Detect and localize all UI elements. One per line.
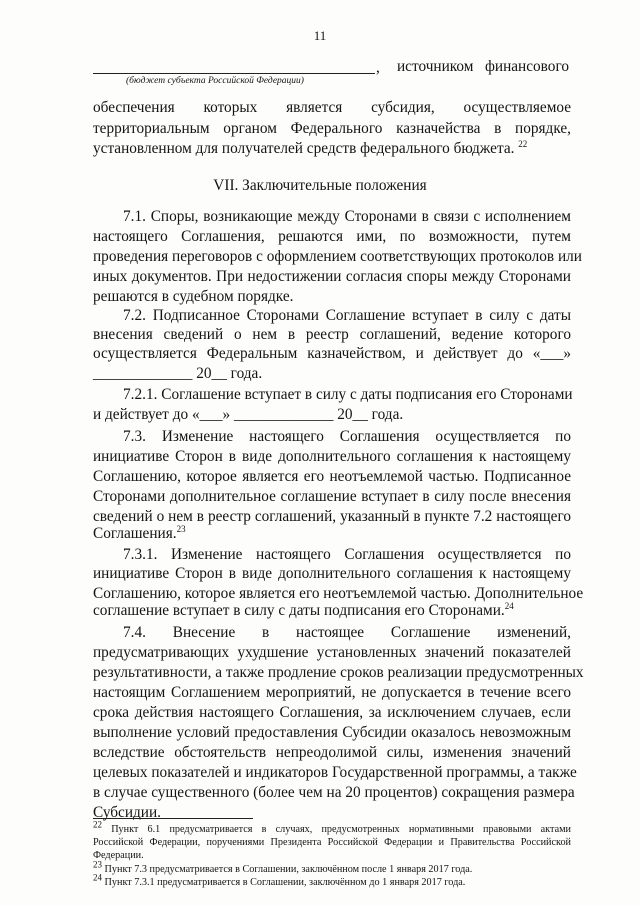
footnote-22-line-1 [93, 819, 571, 837]
section-title: VII. Заключительные положения [213, 177, 427, 194]
intro-line-3-text: установленном для получателей средств федерального бюджета. [93, 140, 515, 157]
footnote-ref-23: 23 [176, 523, 186, 534]
intro-line-3 [93, 139, 527, 158]
p73-line-4: Сторонами дополнительное соглашение вступает в силу после внесения [93, 488, 571, 505]
footnote-24 [93, 872, 466, 890]
p74-line-7: вследствие обстоятельств непреодолимой силы, изменения значений [93, 744, 571, 761]
budget-caption: (бюджет субъекта Российской Федерации) [126, 76, 304, 86]
p731-line-4 [93, 601, 514, 620]
p731-line-2: инициативе Сторон в виде дополнительного соглашения к настоящему [93, 565, 571, 582]
budget-blank-line [93, 73, 375, 74]
intro-line-2: территориальным органом Федерального казначейства в порядке, [93, 120, 571, 137]
p72-line-1: 7.2. Подписанное Сторонами Соглашение вступает в силу с даты [123, 307, 571, 324]
p74-line-4: настоящим Соглашением мероприятий, не допускается в течение всего [93, 684, 571, 701]
p73-line-6 [93, 524, 186, 543]
intro-line-1: обеспечения которых является субсидия, осуществляемое [93, 99, 571, 116]
p731-last-text: соглашение вступает в силу с даты подписания его Сторонами. [93, 602, 505, 619]
p73-line-2: инициативе Сторон в виде дополнительного соглашения к настоящему [93, 448, 571, 465]
page-number: 11 [313, 28, 327, 43]
p731-line-3: Соглашению, которое является его неотъемлемой частью. Дополнительное [93, 585, 584, 602]
footnote-24-text: Пункт 7.3.1 предусматривается в Соглашении, заключённом до 1 января 2017 года. [104, 877, 466, 888]
p71-line-4: иных документов. При недостижении согласия споры между Сторонами [93, 268, 571, 285]
p71-line-3: проведения переговоров с оформлением соответствующих протоколов или [93, 248, 582, 265]
p72-line-4: _____________ 20__ года. [93, 365, 263, 382]
p74-line-2: предусматривающих ухудшение установленных значений показателей [93, 644, 571, 661]
footnote-22-text-1: Пункт 6.1 предусматривается в случаях, предусмотренных нормативными правовыми актами [111, 824, 571, 835]
footnote-separator [93, 818, 253, 819]
p73-last-text: Соглашения. [93, 525, 177, 542]
p73-line-1: 7.3. Изменение настоящего Соглашения осуществляется по [123, 428, 571, 445]
footnote-22-line-2: Российской Федерации, поручениями Президента Российской Федерации и Правительства Российской [93, 837, 571, 848]
p71-line-2: настоящего Соглашения, решаются ими, по возможности, путем [93, 228, 571, 245]
p721-line-1: 7.2.1. Соглашение вступает в силу с даты подписания его Сторонами [123, 386, 573, 403]
p731-line-1: 7.3.1. Изменение настоящего Соглашения осуществляется по [123, 546, 571, 563]
footnote-23 [93, 859, 473, 877]
footnote-ref-22: 22 [518, 138, 528, 149]
header-tail: источником финансового [397, 58, 569, 75]
p73-line-5: сведений о нем в реестр соглашений, указанный в пункте 7.2 настоящего [93, 508, 571, 525]
footnote-23-text: Пункт 7.3 предусматривается в Соглашении, заключённом после 1 января 2017 года. [104, 864, 473, 875]
p74-line-1: 7.4. Внесение в настоящее Соглашение изменений, [123, 624, 571, 641]
p721-line-2: и действует до «___» _____________ 20__ года. [93, 406, 404, 423]
footnote-ref-24: 24 [504, 600, 514, 611]
p74-line-5: срока действия настоящего Соглашения, за исключением случаев, если [93, 704, 571, 721]
footnote-24-marker: 24 [93, 872, 102, 883]
footnote-22-line-3: Федерации. [93, 850, 144, 861]
p74-line-6: выполнение условий предоставления Субсидии оказалось невозможным [93, 724, 571, 741]
p73-line-3: Соглашению, которое является его неотъемлемой частью. Подписанное [93, 468, 571, 485]
p72-line-2: внесения сведений о нем в реестр соглашений, ведение которого [93, 326, 571, 343]
p74-line-3: результативности, а также продление сроков реализации предусмотренных [93, 664, 584, 681]
p71-line-1: 7.1. Споры, возникающие между Сторонами в связи с исполнением [123, 208, 571, 225]
p74-line-9: в случае существенного (более чем на 20 процентов) сокращения размера [93, 784, 575, 801]
footnote-22-marker: 22 [93, 819, 102, 830]
p71-line-5: решаются в судебном порядке. [93, 288, 294, 305]
footnote-23-marker: 23 [93, 859, 102, 870]
p74-line-8: целевых показателей и индикаторов Государственной программы, а также [93, 764, 577, 781]
header-comma: , [376, 59, 380, 76]
p74-line-10: Субсидии. [93, 804, 162, 821]
p72-line-3: осуществляется Федеральным казначейством, и действует до «___» [93, 345, 571, 362]
